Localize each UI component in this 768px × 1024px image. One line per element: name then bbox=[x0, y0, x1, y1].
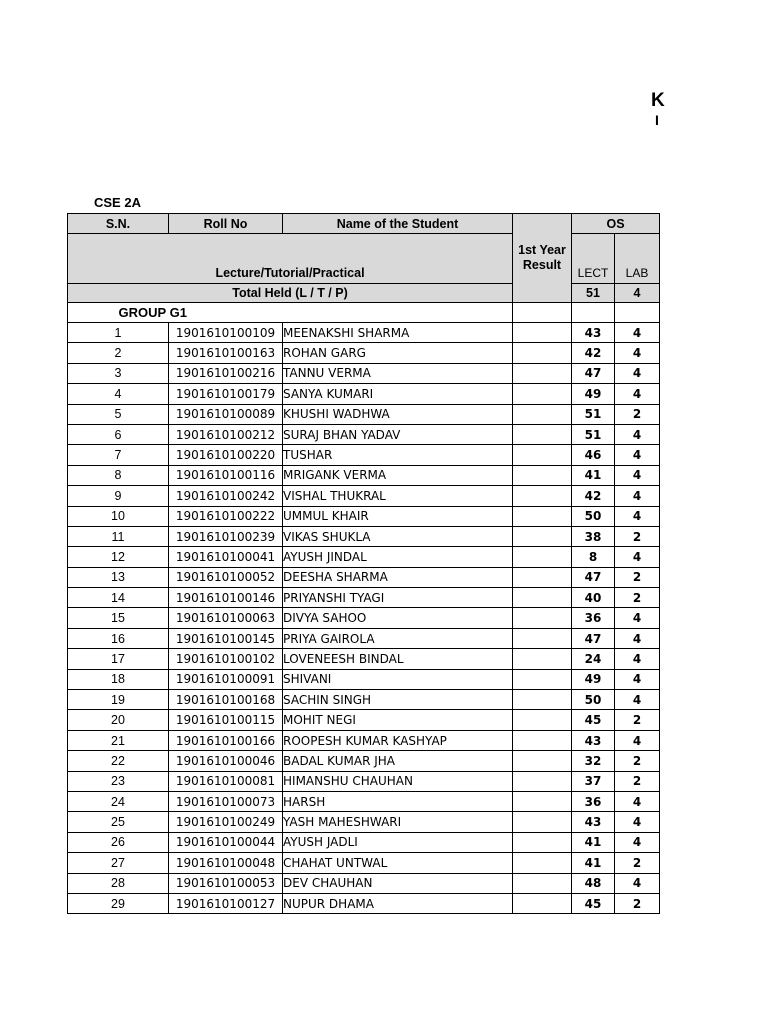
row-first-year-result bbox=[513, 384, 572, 404]
row-first-year-result bbox=[513, 812, 572, 832]
row-roll-number: 1901610100163 bbox=[169, 343, 283, 363]
row-roll-number: 1901610100089 bbox=[169, 404, 283, 424]
row-serial-number: 23 bbox=[68, 771, 169, 791]
row-lab-count: 4 bbox=[615, 424, 660, 444]
row-lab-count: 4 bbox=[615, 486, 660, 506]
row-student-name: SANYA KUMARI bbox=[283, 384, 513, 404]
row-lab-count: 4 bbox=[615, 384, 660, 404]
row-serial-number: 13 bbox=[68, 567, 169, 587]
attendance-table bbox=[67, 213, 660, 914]
row-roll-number: 1901610100109 bbox=[169, 323, 283, 343]
row-student-name: LOVENEESH BINDAL bbox=[283, 649, 513, 669]
row-lect-count: 8 bbox=[572, 547, 615, 567]
row-first-year-result bbox=[513, 323, 572, 343]
row-roll-number: 1901610100166 bbox=[169, 730, 283, 750]
row-first-year-result bbox=[513, 608, 572, 628]
table-row bbox=[68, 486, 660, 506]
row-first-year-result bbox=[513, 832, 572, 852]
row-lab-count: 4 bbox=[615, 730, 660, 750]
row-lab-count: 4 bbox=[615, 343, 660, 363]
row-lab-count: 4 bbox=[615, 323, 660, 343]
row-lect-count: 46 bbox=[572, 445, 615, 465]
row-student-name: HARSH bbox=[283, 791, 513, 811]
section-label: CSE 2A bbox=[94, 195, 141, 210]
row-first-year-result bbox=[513, 343, 572, 363]
row-student-name: KHUSHI WADHWA bbox=[283, 404, 513, 424]
row-student-name: BADAL KUMAR JHA bbox=[283, 751, 513, 771]
table-row bbox=[68, 730, 660, 750]
table-row bbox=[68, 506, 660, 526]
table-row bbox=[68, 690, 660, 710]
row-lab-count: 4 bbox=[615, 465, 660, 485]
table-row bbox=[68, 669, 660, 689]
row-roll-number: 1901610100046 bbox=[169, 751, 283, 771]
row-lect-count: 45 bbox=[572, 710, 615, 730]
row-lab-count: 2 bbox=[615, 771, 660, 791]
header-first-year-result bbox=[513, 214, 572, 303]
cut-off-subheading-glyph: I bbox=[655, 112, 659, 128]
row-first-year-result bbox=[513, 588, 572, 608]
row-lect-count: 36 bbox=[572, 791, 615, 811]
row-serial-number: 17 bbox=[68, 649, 169, 669]
table-row bbox=[68, 588, 660, 608]
row-lect-count: 47 bbox=[572, 628, 615, 648]
row-student-name: PRIYA GAIROLA bbox=[283, 628, 513, 648]
row-serial-number: 25 bbox=[68, 812, 169, 832]
table-row bbox=[68, 445, 660, 465]
row-first-year-result bbox=[513, 465, 572, 485]
row-roll-number: 1901610100115 bbox=[169, 710, 283, 730]
table-row bbox=[68, 649, 660, 669]
header-row bbox=[68, 214, 660, 234]
row-roll-number: 1901610100048 bbox=[169, 853, 283, 873]
row-roll-number: 1901610100168 bbox=[169, 690, 283, 710]
row-serial-number: 28 bbox=[68, 873, 169, 893]
table-row bbox=[68, 893, 660, 913]
row-student-name: DEV CHAUHAN bbox=[283, 873, 513, 893]
row-first-year-result bbox=[513, 771, 572, 791]
row-roll-number: 1901610100179 bbox=[169, 384, 283, 404]
row-first-year-result bbox=[513, 404, 572, 424]
row-roll-number: 1901610100041 bbox=[169, 547, 283, 567]
row-lect-count: 47 bbox=[572, 567, 615, 587]
row-student-name: HIMANSHU CHAUHAN bbox=[283, 771, 513, 791]
row-lect-count: 41 bbox=[572, 853, 615, 873]
row-first-year-result bbox=[513, 445, 572, 465]
row-student-name: TANNU VERMA bbox=[283, 363, 513, 383]
row-serial-number: 22 bbox=[68, 751, 169, 771]
row-lect-count: 43 bbox=[572, 323, 615, 343]
group-label: GROUP G1 bbox=[118, 305, 187, 320]
row-student-name: TUSHAR bbox=[283, 445, 513, 465]
row-lab-count: 4 bbox=[615, 649, 660, 669]
row-lab-count: 4 bbox=[615, 445, 660, 465]
group-row bbox=[68, 303, 660, 323]
table-row bbox=[68, 526, 660, 546]
row-lab-count: 2 bbox=[615, 404, 660, 424]
row-lect-count: 50 bbox=[572, 690, 615, 710]
row-roll-number: 1901610100127 bbox=[169, 893, 283, 913]
row-roll-number: 1901610100216 bbox=[169, 363, 283, 383]
row-serial-number: 5 bbox=[68, 404, 169, 424]
row-student-name: ROHAN GARG bbox=[283, 343, 513, 363]
row-lab-count: 4 bbox=[615, 669, 660, 689]
table-row bbox=[68, 567, 660, 587]
row-student-name: DEESHA SHARMA bbox=[283, 567, 513, 587]
row-first-year-result bbox=[513, 567, 572, 587]
table-row bbox=[68, 343, 660, 363]
row-lab-count: 4 bbox=[615, 791, 660, 811]
row-first-year-result bbox=[513, 506, 572, 526]
row-lect-count: 45 bbox=[572, 893, 615, 913]
row-roll-number: 1901610100222 bbox=[169, 506, 283, 526]
row-first-year-result bbox=[513, 628, 572, 648]
row-lab-count: 2 bbox=[615, 588, 660, 608]
row-lect-count: 40 bbox=[572, 588, 615, 608]
row-serial-number: 15 bbox=[68, 608, 169, 628]
row-serial-number: 14 bbox=[68, 588, 169, 608]
table-row bbox=[68, 547, 660, 567]
row-student-name: MRIGANK VERMA bbox=[283, 465, 513, 485]
total-held-lect: 51 bbox=[572, 284, 615, 303]
row-serial-number: 12 bbox=[68, 547, 169, 567]
row-student-name: MOHIT NEGI bbox=[283, 710, 513, 730]
group-label-cell bbox=[68, 303, 283, 323]
row-student-name: NUPUR DHAMA bbox=[283, 893, 513, 913]
row-first-year-result bbox=[513, 526, 572, 546]
row-lect-count: 41 bbox=[572, 465, 615, 485]
row-serial-number: 6 bbox=[68, 424, 169, 444]
row-roll-number: 1901610100220 bbox=[169, 445, 283, 465]
row-student-name: VIKAS SHUKLA bbox=[283, 526, 513, 546]
row-first-year-result bbox=[513, 710, 572, 730]
header-roll-no: Roll No bbox=[169, 214, 283, 234]
row-first-year-result bbox=[513, 751, 572, 771]
table-row bbox=[68, 791, 660, 811]
header-sn: S.N. bbox=[68, 214, 169, 234]
row-lab-count: 2 bbox=[615, 853, 660, 873]
header-subject-os: OS bbox=[572, 214, 660, 234]
row-roll-number: 1901610100053 bbox=[169, 873, 283, 893]
first-year-result-label: 1st Year Result bbox=[518, 243, 566, 272]
row-lect-count: 24 bbox=[572, 649, 615, 669]
row-lab-count: 4 bbox=[615, 608, 660, 628]
row-roll-number: 1901610100044 bbox=[169, 832, 283, 852]
row-lab-count: 4 bbox=[615, 506, 660, 526]
row-lab-count: 2 bbox=[615, 893, 660, 913]
row-lab-count: 2 bbox=[615, 567, 660, 587]
row-first-year-result bbox=[513, 669, 572, 689]
row-first-year-result bbox=[513, 547, 572, 567]
table-row bbox=[68, 424, 660, 444]
row-lab-count: 4 bbox=[615, 690, 660, 710]
row-serial-number: 7 bbox=[68, 445, 169, 465]
table-row bbox=[68, 465, 660, 485]
table-row bbox=[68, 628, 660, 648]
row-lect-count: 42 bbox=[572, 486, 615, 506]
group-lect-cell bbox=[572, 303, 615, 323]
row-lect-count: 38 bbox=[572, 526, 615, 546]
table-row bbox=[68, 323, 660, 343]
row-lab-count: 4 bbox=[615, 547, 660, 567]
row-lect-count: 32 bbox=[572, 751, 615, 771]
row-first-year-result bbox=[513, 873, 572, 893]
row-lect-count: 51 bbox=[572, 404, 615, 424]
row-student-name: MEENAKSHI SHARMA bbox=[283, 323, 513, 343]
row-first-year-result bbox=[513, 690, 572, 710]
row-student-name: SURAJ BHAN YADAV bbox=[283, 424, 513, 444]
row-lab-count: 4 bbox=[615, 832, 660, 852]
row-lect-count: 51 bbox=[572, 424, 615, 444]
row-serial-number: 26 bbox=[68, 832, 169, 852]
row-serial-number: 18 bbox=[68, 669, 169, 689]
row-lect-count: 36 bbox=[572, 608, 615, 628]
header-student-name: Name of the Student bbox=[283, 214, 513, 234]
cut-off-heading-glyph: K bbox=[651, 90, 665, 111]
row-roll-number: 1901610100052 bbox=[169, 567, 283, 587]
row-lab-count: 2 bbox=[615, 751, 660, 771]
row-student-name: YASH MAHESHWARI bbox=[283, 812, 513, 832]
row-roll-number: 1901610100145 bbox=[169, 628, 283, 648]
row-student-name: UMMUL KHAIR bbox=[283, 506, 513, 526]
row-roll-number: 1901610100116 bbox=[169, 465, 283, 485]
row-lect-count: 43 bbox=[572, 730, 615, 750]
table-row bbox=[68, 853, 660, 873]
row-serial-number: 2 bbox=[68, 343, 169, 363]
table-row bbox=[68, 384, 660, 404]
row-roll-number: 1901610100212 bbox=[169, 424, 283, 444]
row-lab-count: 4 bbox=[615, 812, 660, 832]
row-serial-number: 4 bbox=[68, 384, 169, 404]
row-roll-number: 1901610100239 bbox=[169, 526, 283, 546]
table-row bbox=[68, 363, 660, 383]
row-student-name: AYUSH JINDAL bbox=[283, 547, 513, 567]
row-serial-number: 21 bbox=[68, 730, 169, 750]
row-lab-count: 4 bbox=[615, 873, 660, 893]
table-row bbox=[68, 404, 660, 424]
row-serial-number: 11 bbox=[68, 526, 169, 546]
table-row bbox=[68, 771, 660, 791]
row-lect-count: 48 bbox=[572, 873, 615, 893]
row-serial-number: 1 bbox=[68, 323, 169, 343]
header-lab: LAB bbox=[615, 234, 660, 284]
row-first-year-result bbox=[513, 649, 572, 669]
row-student-name: AYUSH JADLI bbox=[283, 832, 513, 852]
row-lab-count: 2 bbox=[615, 526, 660, 546]
table-row bbox=[68, 812, 660, 832]
row-first-year-result bbox=[513, 730, 572, 750]
row-student-name: CHAHAT UNTWAL bbox=[283, 853, 513, 873]
row-student-name: SACHIN SINGH bbox=[283, 690, 513, 710]
row-first-year-result bbox=[513, 486, 572, 506]
row-serial-number: 20 bbox=[68, 710, 169, 730]
row-roll-number: 1901610100249 bbox=[169, 812, 283, 832]
table-row bbox=[68, 751, 660, 771]
row-roll-number: 1901610100146 bbox=[169, 588, 283, 608]
row-lect-count: 43 bbox=[572, 812, 615, 832]
row-serial-number: 24 bbox=[68, 791, 169, 811]
row-first-year-result bbox=[513, 791, 572, 811]
header-lect: LECT bbox=[572, 234, 615, 284]
row-student-name: VISHAL THUKRAL bbox=[283, 486, 513, 506]
table-row bbox=[68, 710, 660, 730]
row-lab-count: 2 bbox=[615, 710, 660, 730]
row-roll-number: 1901610100242 bbox=[169, 486, 283, 506]
group-empty-cell bbox=[283, 303, 513, 323]
row-lab-count: 4 bbox=[615, 628, 660, 648]
table-row bbox=[68, 832, 660, 852]
row-serial-number: 16 bbox=[68, 628, 169, 648]
row-student-name: SHIVANI bbox=[283, 669, 513, 689]
row-first-year-result bbox=[513, 893, 572, 913]
total-held-row bbox=[68, 284, 660, 303]
row-lab-count: 4 bbox=[615, 363, 660, 383]
row-serial-number: 10 bbox=[68, 506, 169, 526]
row-roll-number: 1901610100063 bbox=[169, 608, 283, 628]
row-serial-number: 29 bbox=[68, 893, 169, 913]
group-lab-cell bbox=[615, 303, 660, 323]
total-held-lab: 4 bbox=[615, 284, 660, 303]
row-lect-count: 50 bbox=[572, 506, 615, 526]
row-serial-number: 8 bbox=[68, 465, 169, 485]
row-first-year-result bbox=[513, 853, 572, 873]
row-student-name: PRIYANSHI TYAGI bbox=[283, 588, 513, 608]
subheader-row bbox=[68, 234, 660, 284]
table-row bbox=[68, 873, 660, 893]
row-lect-count: 41 bbox=[572, 832, 615, 852]
table-row bbox=[68, 608, 660, 628]
row-roll-number: 1901610100091 bbox=[169, 669, 283, 689]
row-roll-number: 1901610100102 bbox=[169, 649, 283, 669]
row-lect-count: 47 bbox=[572, 363, 615, 383]
row-roll-number: 1901610100081 bbox=[169, 771, 283, 791]
group-result-cell bbox=[513, 303, 572, 323]
row-lect-count: 37 bbox=[572, 771, 615, 791]
row-serial-number: 27 bbox=[68, 853, 169, 873]
row-roll-number: 1901610100073 bbox=[169, 791, 283, 811]
lecture-tutorial-practical-label: Lecture/Tutorial/Practical bbox=[68, 234, 513, 284]
row-serial-number: 19 bbox=[68, 690, 169, 710]
row-serial-number: 9 bbox=[68, 486, 169, 506]
row-first-year-result bbox=[513, 363, 572, 383]
row-serial-number: 3 bbox=[68, 363, 169, 383]
row-lect-count: 42 bbox=[572, 343, 615, 363]
row-lect-count: 49 bbox=[572, 384, 615, 404]
row-student-name: ROOPESH KUMAR KASHYAP bbox=[283, 730, 513, 750]
row-lect-count: 49 bbox=[572, 669, 615, 689]
total-held-label: Total Held (L / T / P) bbox=[68, 284, 513, 303]
row-first-year-result bbox=[513, 424, 572, 444]
row-student-name: DIVYA SAHOO bbox=[283, 608, 513, 628]
